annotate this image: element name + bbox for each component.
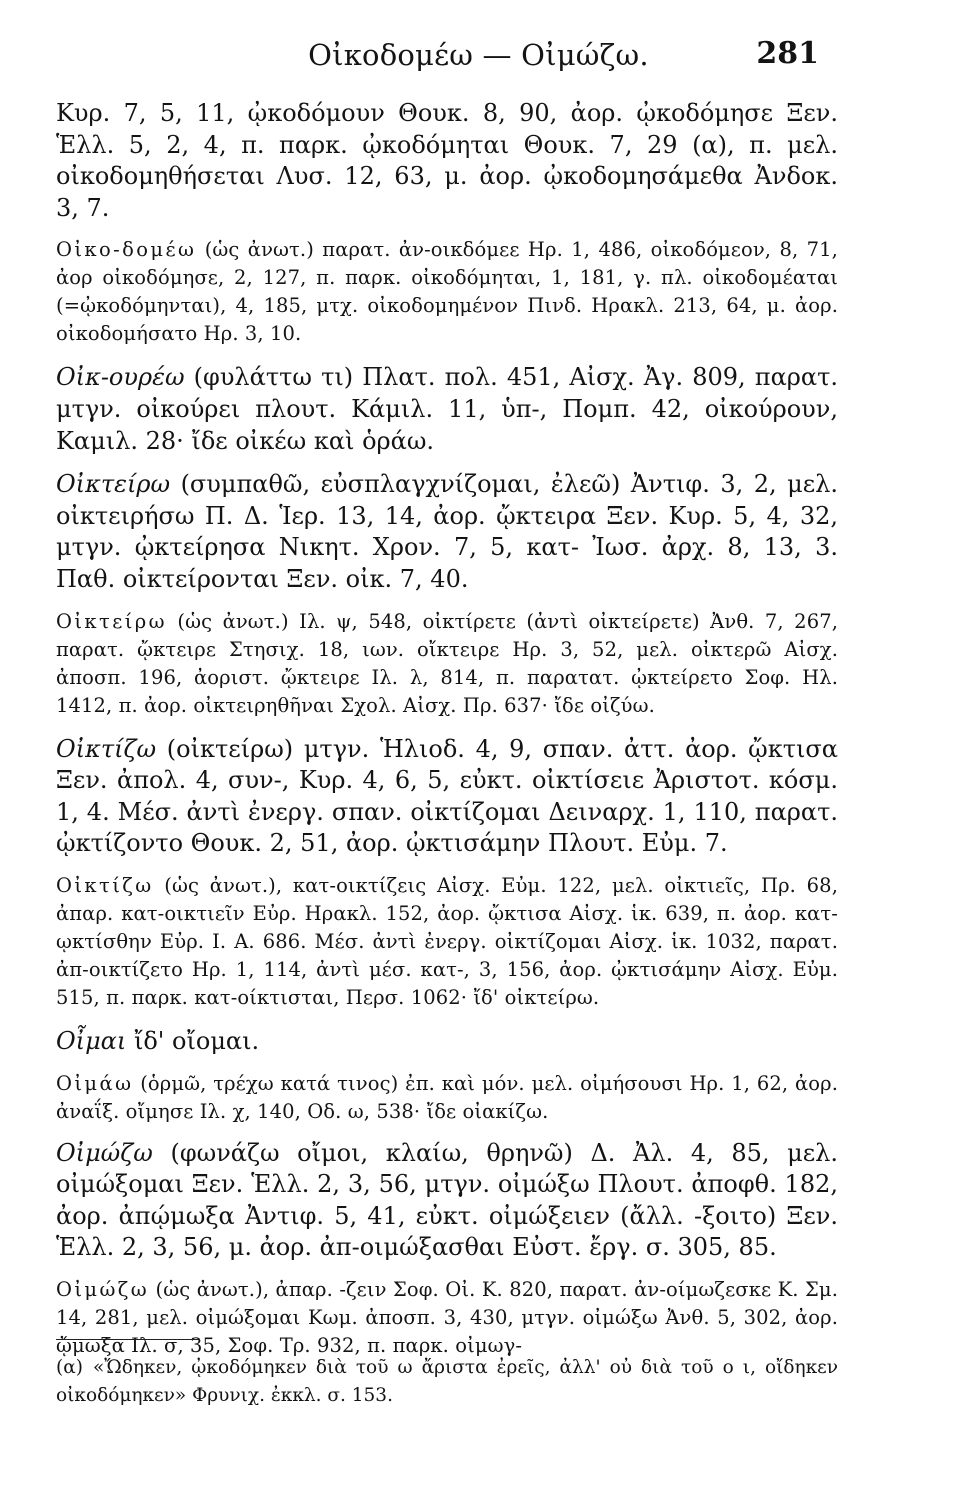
entry-text: (ὁρμῶ, τρέχω κατά τινος) ἐπ. καὶ μόν. μελ. οἰμήσουσι Ηρ. 1, 62, ἀορ. ἀναΐξ. οἴμησε Ιλ. χ, 140, Οδ. ω, 538· ἴδε οἰακίζω. (56, 1071, 838, 1123)
entry-lemma: Οἰκ-ουρέω (56, 363, 185, 392)
entry-lemma: Οἰκτίζω (56, 873, 154, 897)
entry-text: (ὡς ἀνωτ.), ἀπαρ. -ζειν Σοφ. Οἰ. Κ. 820, παρατ. ἀν-οίμωζεσκε Κ. Σμ. 14, 281, μελ. οἰμώξομαι Κωμ. ἀποσπ. 3, 430, μτγν. οἰμώξω Ἀνθ. 5, 302, ἀορ. ᾤμωξα Ιλ. σ, 35, Σοφ. Τρ. 932, π. παρκ. οἰμωγ- (56, 1277, 838, 1357)
entry-lemma: Οἰμώζω (56, 1277, 150, 1301)
entry-text: (ὡς ἀνωτ.) Ιλ. ψ, 548, οἰκτίρετε (ἀντὶ οἰκτείρετε) Ἀνθ. 7, 267, παρατ. ᾤκτειρε Στησιχ. 18, ιων. οἴκτειρε Ηρ. 3, 52, μελ. οἰκτερῶ Αἰσχ. ἀποσπ. 196, ἀοριστ. ᾤκτειρε Ιλ. λ, 814, π. παρατατ. ᾠκτείρετο Σοφ. Ηλ. 1412, π. ἀορ. οἰκτειρηθῆναι Σχολ. Αἰσχ. Πρ. 637· ἴδε οἰζύω. (56, 609, 838, 717)
entry-lemma: Οἰμάω (56, 1071, 134, 1095)
running-head: Οἰκοδομέω — Οἰμώζω. (308, 38, 649, 72)
entry-text: (ὡς ἀνωτ.), κατ-οικτίζεις Αἰσχ. Εὐμ. 122, μελ. οἰκτιεῖς, Πρ. 68, ἀπαρ. κατ-οικτιεῖν Εὐρ. Ηρακλ. 152, ἀορ. ᾤκτισα Αἰσχ. ἱκ. 639, π. ἀορ. κατ-ῳκτίσθην Εὐρ. Ι. Α. 686. Μέσ. ἀντὶ ἐνεργ. οἰκτίζομαι Αἰσχ. ἱκ. 1032, παρατ. ἀπ-οικτίζετο Ηρ. 1, 114, ἀντὶ μέσ. κατ-, 3, 156, ἀορ. ᾠκτισάμην Αἰσχ. Εὐμ. 515, π. παρκ. κατ-οίκτισται, Περσ. 1062· ἴδ' οἰκτείρω. (56, 873, 838, 1009)
dictionary-subentry (56, 872, 838, 1012)
dictionary-entry (56, 98, 838, 224)
entry-text: (ὡς ἀνωτ.) παρατ. ἀν-οικδόμεε Ηρ. 1, 486, οἰκοδόμεον, 8, 71, ἀορ οἰκοδόμησε, 2, 127, π. παρκ. οἰκοδόμηται, 1, 181, γ. πλ. οἰκοδομέαται (=ᾠκοδόμηνται), 4, 185, μτχ. οἰκοδομημένον Πινδ. Ηρακλ. 213, 64, μ. ἀορ. οἰκοδομήσατο Ηρ. 3, 10. (56, 238, 838, 346)
dictionary-entry (56, 1138, 838, 1264)
entry-text: (οἰκτείρω) μτγν. Ἡλιοδ. 4, 9, σπαν. ἀττ. ἀορ. ᾤκτισα Ξεν. ἀπολ. 4, συν-, Κυρ. 4, 6, 5, εὐκτ. οἰκτίσειε Ἀριστοτ. κόσμ. 1, 4. Μέσ. ἀντὶ ἐνεργ. σπαν. οἰκτίζομαι Δειναρχ. 1, 110, παρατ. ᾠκτίζοντο Θουκ. 2, 51, ἀορ. ᾠκτισάμην Πλουτ. Εὐμ. 7. (56, 734, 838, 858)
page-header (0, 36, 957, 76)
dictionary-body (56, 98, 838, 1374)
entry-text: ἴδ' οἴομαι. (126, 1026, 260, 1055)
page-number: 281 (756, 36, 819, 71)
footnote (56, 1354, 838, 1410)
entry-lemma: Οἰκτείρω (56, 470, 171, 499)
entry-text: (φυλάττω τι) Πλατ. πολ. 451, Αἰσχ. Ἀγ. 809, παρατ. μτγν. οἰκούρει πλουτ. Κάμιλ. 11, ὑπ-, Πομπ. 42, οἰκούρουν, Καμιλ. 28· ἴδε οἰκέω καὶ ὁράω. (56, 363, 838, 455)
footnote-marker: (α) (56, 1357, 83, 1378)
entry-lemma: Οἶμαι (56, 1026, 127, 1055)
entry-lemma: Οἰκο-δομέω (56, 238, 197, 262)
dictionary-entry (56, 1026, 838, 1058)
dictionary-subentry (56, 1070, 838, 1126)
entry-lemma: Οἰμώζω (56, 1138, 153, 1167)
dictionary-subentry (56, 236, 838, 348)
dictionary-entry (56, 362, 838, 457)
entry-lemma: Οἰκτείρω (56, 609, 167, 633)
dictionary-subentry (56, 608, 838, 720)
dictionary-entry (56, 734, 838, 860)
footnote-text: «Ὤδηκεν, ᾠκοδόμηκεν διὰ τοῦ ω ἄριστα ἐρεῖς, ἀλλ' οὐ διὰ τοῦ ο ι, οἴδηκεν οἰκοδόμηκεν» Φρυνιχ. ἐκκλ. σ. 153. (56, 1357, 838, 1406)
dictionary-subentry (56, 1276, 838, 1360)
entry-text: (συμπαθῶ, εὐσπλαγχνίζομαι, ἐλεῶ) Ἀντιφ. 3, 2, μελ. οἰκτειρήσω Π. Δ. Ἱερ. 13, 14, ἀορ. ᾤκτειρα Ξεν. Κυρ. 5, 4, 32, μτγν. ᾠκτείρησα Νικητ. Χρον. 7, 5, κατ- Ἰωσ. ἀρχ. 8, 13, 3. Παθ. οἰκτείρονται Ξεν. οἰκ. 7, 40. (56, 470, 838, 593)
entry-text: (φωνάζω οἴμοι, κλαίω, θρηνῶ) Δ. Ἀλ. 4, 85, μελ. οἰμώξομαι Ξεν. Ἑλλ. 2, 3, 56, μτγν. οἰμώξω Πλουτ. ἀποφθ. 182, ἀορ. ἀπῴμωξα Ἀντιφ. 5, 41, εὐκτ. οἰμώξειεν (ἄλλ. -ξοιτο) Ξεν. Ἑλλ. 2, 3, 56, μ. ἀορ. ἀπ-οιμώξασθαι Εὐστ. ἔργ. σ. 305, 85. (56, 1138, 838, 1262)
entry-text: Κυρ. 7, 5, 11, ᾠκοδόμουν Θουκ. 8, 90, ἀορ. ᾠκοδόμησε Ξεν. Ἑλλ. 5, 2, 4, π. παρκ. ᾠκοδόμηται Θουκ. 7, 29 (α), π. μελ. οἰκοδομηθήσεται Λυσ. 12, 63, μ. ἀορ. ᾠκοδομησάμεθα Ἀνδοκ. 3, 7. (56, 99, 838, 222)
entry-lemma: Οἰκτίζω (56, 734, 157, 763)
footnote-divider (56, 1339, 200, 1340)
dictionary-entry (56, 469, 838, 595)
